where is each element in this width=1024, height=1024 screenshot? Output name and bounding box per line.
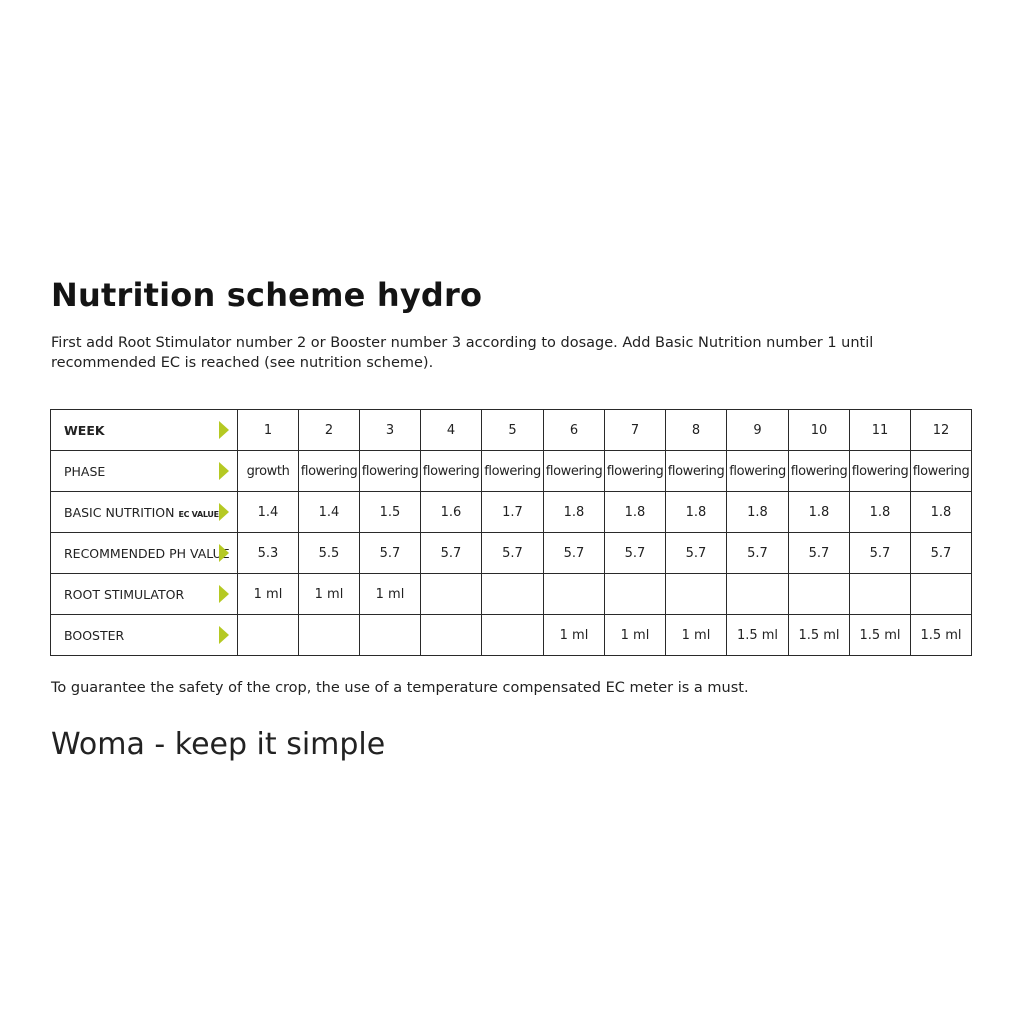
table-cell: 1.7 [482,492,544,533]
table-cell: flowering [360,451,421,492]
table-cell: 10 [789,410,850,451]
table-cell: 5.7 [360,533,421,574]
label-text: RECOMMENDED PH VALUE [64,545,230,561]
page-title: Nutrition scheme hydro [51,276,483,314]
table-cell: 7 [605,410,666,451]
table-cell: flowering [421,451,482,492]
table-cell [421,574,482,615]
intro-text: First add Root Stimulator number 2 or Booster number 3 according to dosage. Add Basic Nutrition number 1 until recommended EC is reached (see nutrition scheme). [51,335,874,371]
label-text: PHASE [64,463,106,479]
table-cell: 9 [727,410,789,451]
table-cell: 1.8 [911,492,972,533]
table-cell: 1.4 [299,492,360,533]
table-cell [482,574,544,615]
table-cell: 1.5 [360,492,421,533]
arrow-right-icon [219,585,229,603]
table-cell: 1.8 [544,492,605,533]
table-cell: 4 [421,410,482,451]
nutrition-table [50,409,972,656]
row-label-basic-nutrition [51,492,238,533]
table-cell: 5.7 [544,533,605,574]
arrow-right-icon [219,544,229,562]
table-cell [666,574,727,615]
label-subtext: EC VALUE [178,509,219,519]
table-cell [238,615,299,656]
row-phase [51,451,972,492]
table-cell [360,615,421,656]
table-cell: 5.7 [789,533,850,574]
table-cell: 1.8 [850,492,911,533]
row-label-phase [51,451,238,492]
row-ph-value [51,533,972,574]
table-cell [482,615,544,656]
table-cell: 1 ml [360,574,421,615]
row-week [51,410,972,451]
table-cell: 5.7 [911,533,972,574]
table-cell: 1 ml [299,574,360,615]
table-cell: 1.5 ml [789,615,850,656]
table-cell: 1.4 [238,492,299,533]
table-cell: 1 ml [238,574,299,615]
table-cell: 1.8 [605,492,666,533]
arrow-right-icon [219,626,229,644]
table-cell: 1.8 [666,492,727,533]
table-cell: 1.5 ml [911,615,972,656]
arrow-right-icon [219,503,229,521]
table-cell [727,574,789,615]
table-cell: 5.7 [850,533,911,574]
table-cell: flowering [482,451,544,492]
table-cell [911,574,972,615]
slogan: Woma - keep it simple [51,727,386,762]
table-cell: 5.7 [666,533,727,574]
table-cell: 5 [482,410,544,451]
table-cell: 5.5 [299,533,360,574]
table-cell: flowering [727,451,789,492]
table-cell: 8 [666,410,727,451]
table-cell: flowering [544,451,605,492]
table-cell: 1 ml [544,615,605,656]
table-cell: flowering [299,451,360,492]
table-cell: flowering [605,451,666,492]
arrow-right-icon [219,462,229,480]
table-cell: 5.7 [605,533,666,574]
table-cell: flowering [789,451,850,492]
table-cell: flowering [911,451,972,492]
table-cell: 6 [544,410,605,451]
row-basic-nutrition [51,492,972,533]
table-cell [299,615,360,656]
table-cell: 3 [360,410,421,451]
table-cell: 11 [850,410,911,451]
row-label-ph-value [51,533,238,574]
table-cell: 1.5 ml [727,615,789,656]
label-text: BOOSTER [64,627,125,643]
table-cell: 1 ml [605,615,666,656]
table-cell: 1 ml [666,615,727,656]
label-text: BASIC NUTRITION [64,504,175,520]
table-cell [789,574,850,615]
table-cell: 5.7 [727,533,789,574]
row-label-week [51,410,238,451]
table-cell [421,615,482,656]
footnote-text: To guarantee the safety of the crop, the use of a temperature compensated EC meter is a must. [51,680,749,696]
table-cell [850,574,911,615]
row-label-root-stimulator [51,574,238,615]
row-root-stimulator [51,574,972,615]
table-cell: 2 [299,410,360,451]
table-cell: 12 [911,410,972,451]
table-cell [605,574,666,615]
table-cell: flowering [666,451,727,492]
table-cell: 1.5 ml [850,615,911,656]
table-cell: 1.6 [421,492,482,533]
row-label-booster [51,615,238,656]
table-cell: 1.8 [727,492,789,533]
label-text: WEEK [64,422,105,438]
table-cell: 5.7 [421,533,482,574]
table-cell: 1.8 [789,492,850,533]
table-cell: 5.3 [238,533,299,574]
label-text: ROOT STIMULATOR [64,586,185,602]
table-cell: flowering [850,451,911,492]
arrow-right-icon [219,421,229,439]
table-cell: growth [238,451,299,492]
table-cell: 5.7 [482,533,544,574]
table-cell [544,574,605,615]
table-cell: 1 [238,410,299,451]
row-booster [51,615,972,656]
